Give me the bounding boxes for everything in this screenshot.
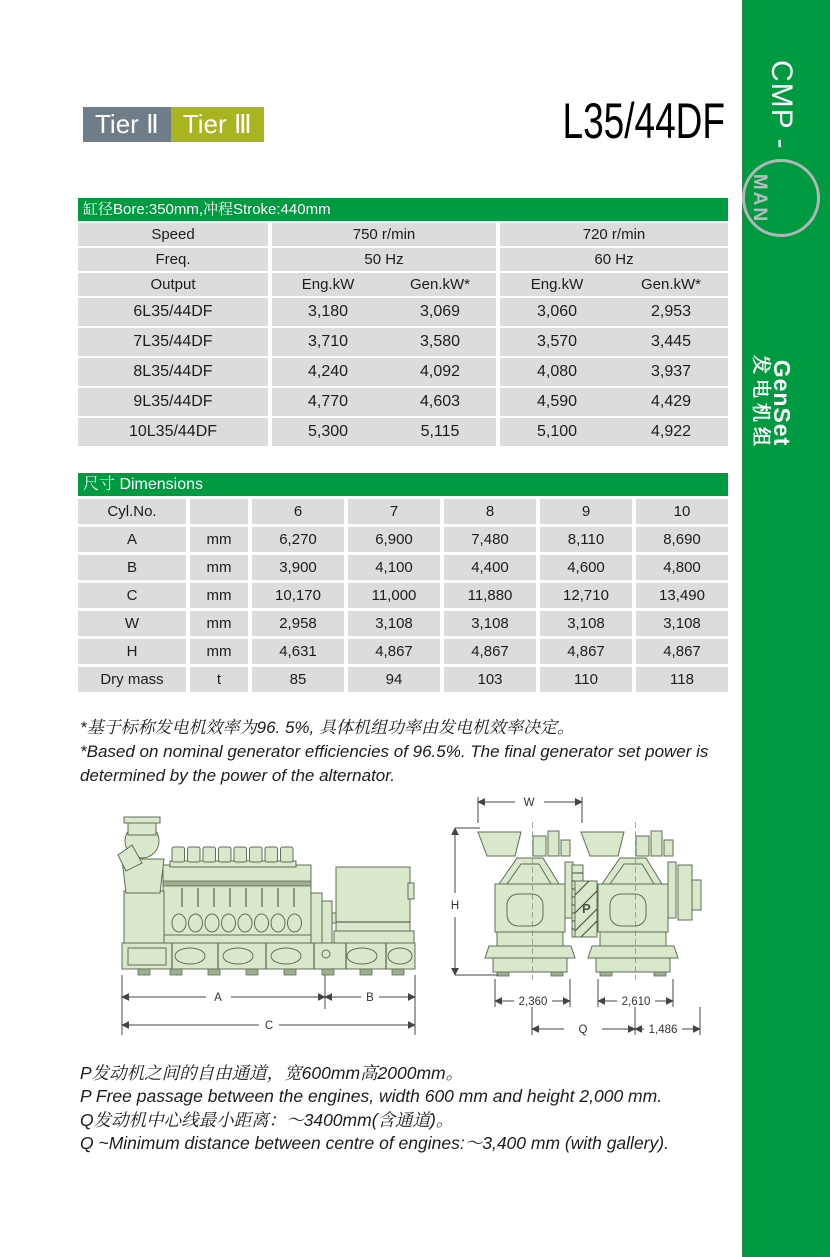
man-logo-text: MAN: [749, 173, 770, 224]
speed-60hz: 720 r/min: [500, 223, 728, 246]
table-row: [78, 583, 728, 608]
dim-value: 6,900: [348, 527, 440, 552]
cyl-count: 8: [444, 499, 536, 524]
cyl-count: 10: [636, 499, 728, 524]
dim-label: H: [78, 639, 186, 664]
value-cell: 3,060: [536, 303, 578, 320]
footnote-p-en: P Free passage between the engines, width 600 mm and height 2,000 mm.: [80, 1086, 663, 1107]
value-cell: 3,069: [419, 303, 461, 320]
value-cell: 4,590: [536, 393, 578, 410]
dim-gallery-width: 1,486: [648, 1024, 678, 1036]
value-cell: 4,080: [536, 363, 578, 380]
dim-label: B: [78, 555, 186, 580]
dim-right-engine-width: 2,610: [621, 996, 651, 1008]
dim-value: 4,631: [252, 639, 344, 664]
table-row: [78, 499, 728, 524]
dim-label: C: [78, 583, 186, 608]
value-cell: 4,603: [419, 393, 461, 410]
dim-value: 8,690: [636, 527, 728, 552]
col-gen-kw: Gen.kW*: [640, 276, 701, 293]
dim-value: 3,108: [348, 611, 440, 636]
dim-table-header-bar: 尺寸 Dimensions: [78, 473, 728, 496]
product-name-en: GenSet: [769, 359, 795, 447]
efficiency-note: [80, 716, 736, 788]
dim-label: A: [78, 527, 186, 552]
table-row: [78, 555, 728, 580]
value-cell: 2,953: [650, 303, 692, 320]
value-cell: 3,710: [307, 333, 349, 350]
dimensions-table: [78, 499, 728, 695]
engine-cross-section-left: [478, 822, 575, 980]
power-values: [272, 358, 496, 386]
power-values: [500, 328, 728, 356]
table-row: [78, 611, 728, 636]
col-gen-kw: Gen.kW*: [409, 276, 470, 293]
col-eng-kw: Eng.kW: [301, 276, 355, 293]
value-cell: 3,570: [536, 333, 578, 350]
dim-value: 2,958: [252, 611, 344, 636]
speed-label: Speed: [78, 223, 268, 246]
dim-value: 6,270: [252, 527, 344, 552]
table-row: [78, 639, 728, 664]
tier2-badge: Tier Ⅱ: [83, 107, 171, 142]
sidebar-product-strip: [747, 339, 793, 467]
dim-value: 3,108: [636, 611, 728, 636]
dim-value: 4,867: [540, 639, 632, 664]
dim-value: 4,800: [636, 555, 728, 580]
sidebar-brand-strip: [739, 60, 823, 330]
power-values: [500, 298, 728, 326]
power-values: [500, 388, 728, 416]
value-cell: 3,445: [650, 333, 692, 350]
value-cell: 4,770: [307, 393, 349, 410]
dim-label-W: W: [523, 797, 535, 809]
model-name: 10L35/44DF: [78, 418, 268, 446]
tier3-badge: Tier Ⅲ: [171, 107, 264, 142]
dim-label-C: C: [264, 1020, 274, 1032]
dim-value: 4,400: [444, 555, 536, 580]
dim-unit: t: [190, 667, 248, 692]
cyl-no-label: Cyl.No.: [78, 499, 186, 524]
dim-value: 4,867: [444, 639, 536, 664]
value-cell: 4,922: [650, 423, 692, 440]
value-cell: 4,429: [650, 393, 692, 410]
genset-side-view: [118, 817, 415, 1035]
dim-value: 4,100: [348, 555, 440, 580]
value-cell: 4,240: [307, 363, 349, 380]
genset-end-view: [451, 797, 701, 1036]
footnote-p-zh: P发动机之间的自由通道，宽600mm高2000mm。: [80, 1063, 464, 1083]
dim-value: 4,867: [348, 639, 440, 664]
dim-value: 8,110: [540, 527, 632, 552]
output-label: Output: [78, 273, 268, 296]
value-cell: 3,580: [419, 333, 461, 350]
table-row: [78, 667, 728, 692]
table-row: [78, 358, 728, 386]
col-eng-kw: Eng.kW: [530, 276, 584, 293]
note-en: *Based on nominal generator efficiencies of 96.5%. The final generator set power is determined by the power of the alternator.: [80, 742, 709, 785]
dim-value: 118: [636, 667, 728, 692]
dim-value: 11,880: [444, 583, 536, 608]
dim-label-A: A: [214, 992, 222, 1004]
power-values: [272, 328, 496, 356]
cyl-count: 9: [540, 499, 632, 524]
table-row: [78, 248, 728, 271]
value-cell: 3,180: [307, 303, 349, 320]
table-row: [78, 328, 728, 356]
speed-50hz: 750 r/min: [272, 223, 496, 246]
dim-value: 12,710: [540, 583, 632, 608]
dim-value: 11,000: [348, 583, 440, 608]
table-row: [78, 527, 728, 552]
output-cols-60hz: [500, 273, 728, 296]
model-name: 8L35/44DF: [78, 358, 268, 386]
table-row: [78, 223, 728, 246]
dim-label-H: H: [450, 900, 460, 912]
power-values: [500, 358, 728, 386]
value-cell: 3,937: [650, 363, 692, 380]
dim-left-engine-width: 2,360: [518, 996, 548, 1008]
value-cell: 5,300: [307, 423, 349, 440]
page-title: L35/44DF: [562, 93, 725, 149]
model-name: 6L35/44DF: [78, 298, 268, 326]
cyl-count: 6: [252, 499, 344, 524]
footnote-q-zh: Q发动机中心线最小距离：～3400mm(含通道)。: [80, 1109, 454, 1130]
dim-unit: mm: [190, 611, 248, 636]
power-values: [272, 418, 496, 446]
dim-unit: mm: [190, 555, 248, 580]
model-name: 7L35/44DF: [78, 328, 268, 356]
product-name-zh: 发电机组: [750, 354, 771, 451]
value-cell: 5,100: [536, 423, 578, 440]
dim-value: 10,170: [252, 583, 344, 608]
power-values: [272, 298, 496, 326]
freq-label: Freq.: [78, 248, 268, 271]
passage-footnotes: [80, 1062, 740, 1155]
power-values: [272, 388, 496, 416]
table-row: [78, 418, 728, 446]
dim-value: 7,480: [444, 527, 536, 552]
dim-value: 85: [252, 667, 344, 692]
value-cell: 5,115: [420, 423, 460, 440]
dim-unit: mm: [190, 639, 248, 664]
dim-value: 4,867: [636, 639, 728, 664]
dim-value: 3,108: [444, 611, 536, 636]
dim-value: 13,490: [636, 583, 728, 608]
engine-dimension-drawing: [78, 795, 728, 1060]
dim-label-B: B: [366, 992, 374, 1004]
model-name: 9L35/44DF: [78, 388, 268, 416]
table-row: [78, 273, 728, 296]
dim-value: 4,600: [540, 555, 632, 580]
note-zh: *基于标称发电机效率为96. 5%, 具体机组功率由发电机效率决定。: [80, 718, 574, 737]
dim-value: 3,108: [540, 611, 632, 636]
footnote-q-en: Q ~Minimum distance between centre of engines:～3,400 mm (with gallery).: [80, 1132, 669, 1153]
dim-unit: mm: [190, 583, 248, 608]
dim-value: 94: [348, 667, 440, 692]
freq-50hz: 50 Hz: [272, 248, 496, 271]
table-row: [78, 298, 728, 326]
dim-label: W: [78, 611, 186, 636]
dim-unit: mm: [190, 527, 248, 552]
unit-blank: [190, 499, 248, 524]
dim-value: 110: [540, 667, 632, 692]
tier-badges: [83, 107, 264, 142]
man-logo-icon: [742, 159, 820, 237]
brand-text: CMP -: [765, 60, 798, 150]
spec-table-header-bar: 缸径Bore:350mm,冲程Stroke:440mm: [78, 198, 728, 221]
cyl-count: 7: [348, 499, 440, 524]
dim-label: Dry mass: [78, 667, 186, 692]
dim-label-Q: Q: [578, 1024, 588, 1036]
output-cols-50hz: [272, 273, 496, 296]
dim-value: 103: [444, 667, 536, 692]
value-cell: 4,092: [419, 363, 461, 380]
dim-value: 3,900: [252, 555, 344, 580]
table-row: [78, 388, 728, 416]
power-values: [500, 418, 728, 446]
freq-60hz: 60 Hz: [500, 248, 728, 271]
passage-label-P: P: [582, 901, 591, 916]
spec-table: [78, 223, 728, 448]
